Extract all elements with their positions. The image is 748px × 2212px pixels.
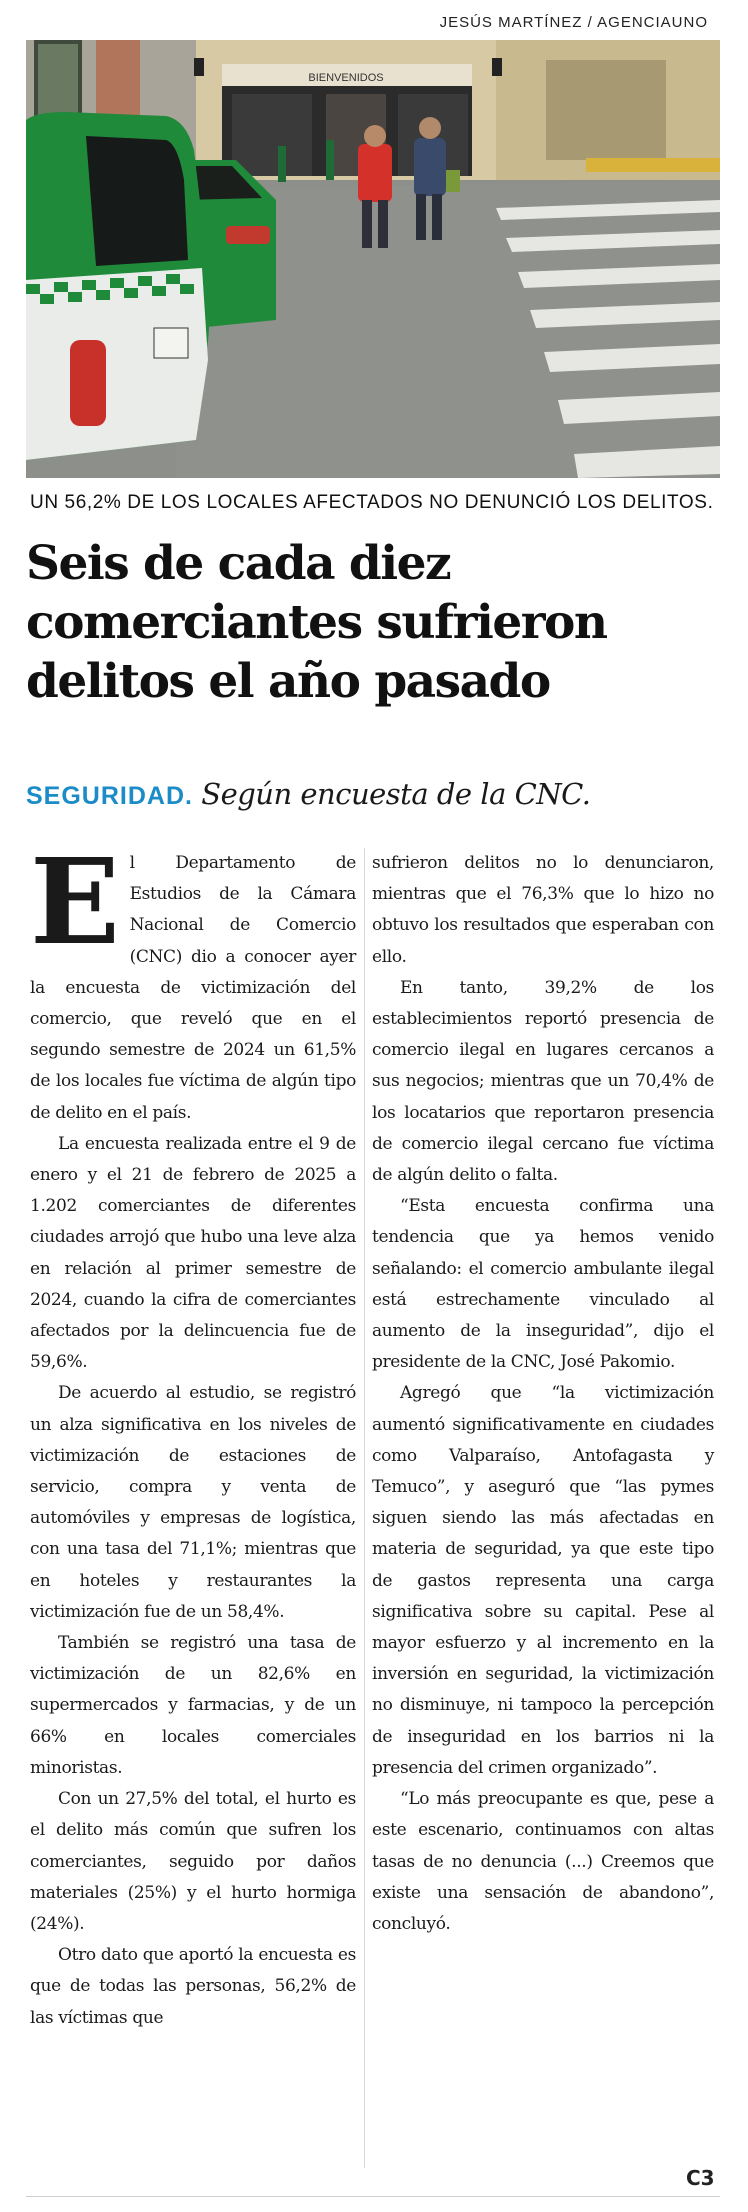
deck (26, 774, 726, 816)
article-column-left (30, 832, 356, 2034)
paragraph: El Departamento de Estudios de la Cámara Nacional de Comercio (CNC) dio a conocer ayer la encuesta de victimización del comercio, que reveló que en el segundo semestre de 2024 un 61,5% de los locales fue víctima de algún tipo de delito en el país. (30, 832, 356, 1123)
paragraph: Agregó que “la victimización aumentó significativamente en ciudades como Valparaíso, Antofagasta y Temuco”, y aseguró que “las pymes siguen siendo las más afectadas en materia de seguridad, ya que este tipo de gastos representa una carga significativa sobre su capital. Pese al mayor esfuerzo y al incremento en la inversión en seguridad, la victimización no disminuye, ni tampoco la percepción de inseguridad en los barrios ni la presencia del crimen organizado”. (372, 1383, 714, 1778)
paragraph: La encuesta realizada entre el 9 de enero y el 21 de febrero de 2025 a 1.202 comerciantes de diferentes ciudades arrojó que hubo una leve alza en relación al primer semestre de 2024, cuando la cifra de comerciantes afectados por la delincuencia fue de 59,6%. (30, 1133, 356, 1373)
news-photo (26, 40, 720, 478)
section-kicker: SEGURIDAD. (26, 782, 193, 810)
bottom-rule (26, 2196, 720, 2197)
paragraph: Con un 27,5% del total, el hurto es el delito más común que sufren los comerciantes, seguido por daños materiales (25%) y el hurto hormiga (24%). (30, 1789, 356, 1934)
storefront-sign: BIENVENIDOS (308, 72, 384, 84)
paragraph: De acuerdo al estudio, se registró un alza significativa en los niveles de victimización de estaciones de servicio, compra y venta de automóviles y empresas de logística, con una tasa del 71,1%; mientras que en hoteles y restaurantes la victimización fue de un 58,4%. (30, 1383, 356, 1622)
article-column-right (372, 848, 714, 1940)
end-mark-icon: C3 (686, 2166, 715, 2190)
column-divider (364, 848, 365, 2168)
paragraph: Otro dato que aportó la encuesta es que de todas las personas, 56,2% de las víctimas que (30, 1945, 356, 2028)
paragraph: También se registró una tasa de victimización de un 82,6% en supermercados y farmacias, y de un 66% en locales comerciales minoristas. (30, 1633, 356, 1778)
paragraph: sufrieron delitos no lo denunciaron, mientras que el 76,3% que lo hizo no obtuvo los resultados que esperaban con ello. (372, 853, 714, 967)
headline: Seis de cada diez comerciantes sufrieron delitos el año pasado (26, 536, 607, 709)
paragraph: En tanto, 39,2% de los establecimientos reportó presencia de comercio ilegal en lugares cercanos a sus negocios; mientras que un 70,4% de los locatarios que reportaron presencia de comercio ilegal cercano fue víctima de algún delito o falta. (372, 977, 714, 1186)
subheadline: Según encuesta de la CNC. (201, 777, 591, 811)
photo-caption: UN 56,2% DE LOS LOCALES AFECTADOS NO DENUNCIÓ LOS DELITOS. (30, 492, 714, 513)
photo-credit: JESÚS MARTÍNEZ / AGENCIAUNO (439, 14, 708, 31)
drop-cap: E (30, 832, 120, 971)
paragraph: “Esta encuesta confirma una tendencia que ya hemos venido señalando: el comercio ambulante ilegal está estrechamente vinculado al aumento de la inseguridad”, dijo el presidente de la CNC, José Pakomio. (372, 1196, 714, 1373)
paragraph: “Lo más preocupante es que, pese a este escenario, continuamos con altas tasas de no denuncia (...) Creemos que existe una sensación de abandono”, concluyó. (372, 1789, 714, 1934)
